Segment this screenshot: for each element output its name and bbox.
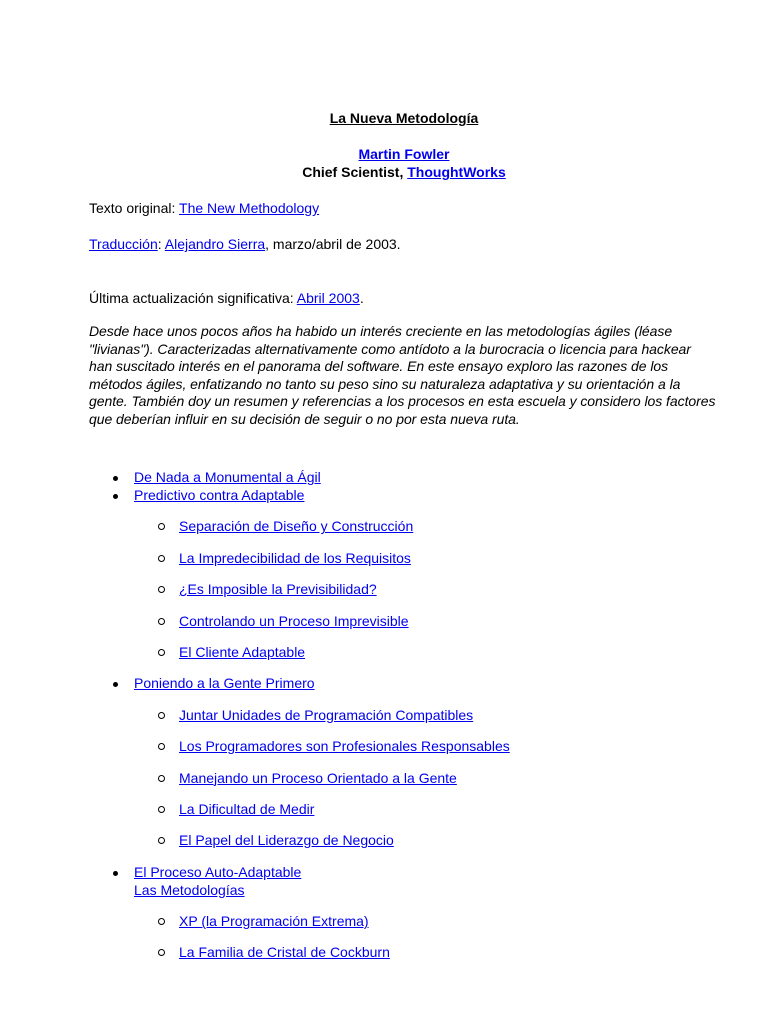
toc-sublink[interactable]: El Papel del Liderazgo de Negocio <box>179 832 394 849</box>
table-of-contents <box>89 468 729 961</box>
translation-date: , marzo/abril de 2003. <box>265 236 401 252</box>
toc-sublink[interactable]: Los Programadores son Profesionales Responsables <box>179 738 510 755</box>
toc-subitem <box>134 912 729 930</box>
update-end: . <box>359 290 364 306</box>
toc-subitem <box>134 769 729 787</box>
last-update-line <box>89 289 364 307</box>
toc-sublink[interactable]: Controlando un Proceso Imprevisible <box>179 612 409 629</box>
original-label: Texto original: <box>89 200 180 216</box>
toc-sublist <box>134 912 729 961</box>
toc-subitem <box>134 943 729 961</box>
update-label: Última actualización significativa: <box>89 290 297 306</box>
update-link[interactable]: Abril 2003 <box>296 290 360 306</box>
company-link[interactable]: ThoughtWorks <box>407 164 506 180</box>
translator-link[interactable]: Alejandro Sierra <box>164 236 266 252</box>
toc-link[interactable]: Poniendo a la Gente Primero <box>134 675 315 692</box>
toc-link[interactable]: Las Metodologías <box>134 881 245 898</box>
toc-link[interactable]: El Proceso Auto-Adaptable <box>134 863 302 880</box>
toc-sublink[interactable]: La Impredecibilidad de los Requisitos <box>179 549 411 566</box>
author-block <box>89 145 719 181</box>
toc-link[interactable]: Predictivo contra Adaptable <box>134 487 305 503</box>
toc-sublist <box>134 517 729 661</box>
toc-sublist <box>134 706 729 850</box>
toc-sublink[interactable]: La Familia de Cristal de Cockburn <box>179 944 390 961</box>
toc-sublink[interactable]: ¿Es Imposible la Previsibilidad? <box>179 581 377 598</box>
toc-sublink[interactable]: Manejando un Proceso Orientado a la Gente <box>179 769 457 786</box>
toc-subitem <box>134 517 729 535</box>
toc-item <box>89 468 729 486</box>
toc-subitem <box>134 643 729 661</box>
toc-subitem <box>134 831 729 849</box>
translation-line <box>89 235 401 253</box>
toc-subitem <box>134 706 729 724</box>
author-role: Chief Scientist, <box>302 164 408 180</box>
original-text-line <box>89 199 319 217</box>
toc-link[interactable]: De Nada a Monumental a Ágil <box>134 469 321 485</box>
toc-sublink[interactable]: La Dificultad de Medir <box>179 800 315 817</box>
toc-item <box>89 486 729 661</box>
toc-subitem <box>134 549 729 567</box>
toc-sublink[interactable]: Juntar Unidades de Programación Compatibles <box>179 706 474 723</box>
translation-sep: : <box>157 236 165 252</box>
toc-subitem <box>134 612 729 630</box>
toc-subitem <box>134 580 729 598</box>
translation-link[interactable]: Traducción <box>89 236 158 252</box>
original-link[interactable]: The New Methodology <box>179 200 320 216</box>
author-link[interactable]: Martin Fowler <box>358 146 450 162</box>
toc-item <box>89 674 729 849</box>
toc-subitem <box>134 800 729 818</box>
toc-sublink[interactable]: XP (la Programación Extrema) <box>179 913 369 930</box>
abstract-paragraph: Desde hace unos pocos años ha habido un interés creciente en las metodologías ágiles (léase "livianas"). Caracterizadas alternativamente como antídoto a la burocracia o licencia para hackear han suscitado interés en el panorama del software. En este ensayo exploro las razones de los métodos ágiles, enfatizando no tanto su peso sino su naturaleza adaptativa y su orientación a la gente. También doy un resumen y referencias a los procesos en esta escuela y considero los factores que deberían influir en su decisión de seguir o no por esta nueva ruta. <box>89 323 716 427</box>
page-title: La Nueva Metodología <box>329 110 479 126</box>
toc-sublink[interactable]: El Cliente Adaptable <box>179 643 306 660</box>
toc-subitem <box>134 737 729 755</box>
toc-sublink[interactable]: Separación de Diseño y Construcción <box>179 518 414 535</box>
toc-item <box>89 863 729 962</box>
